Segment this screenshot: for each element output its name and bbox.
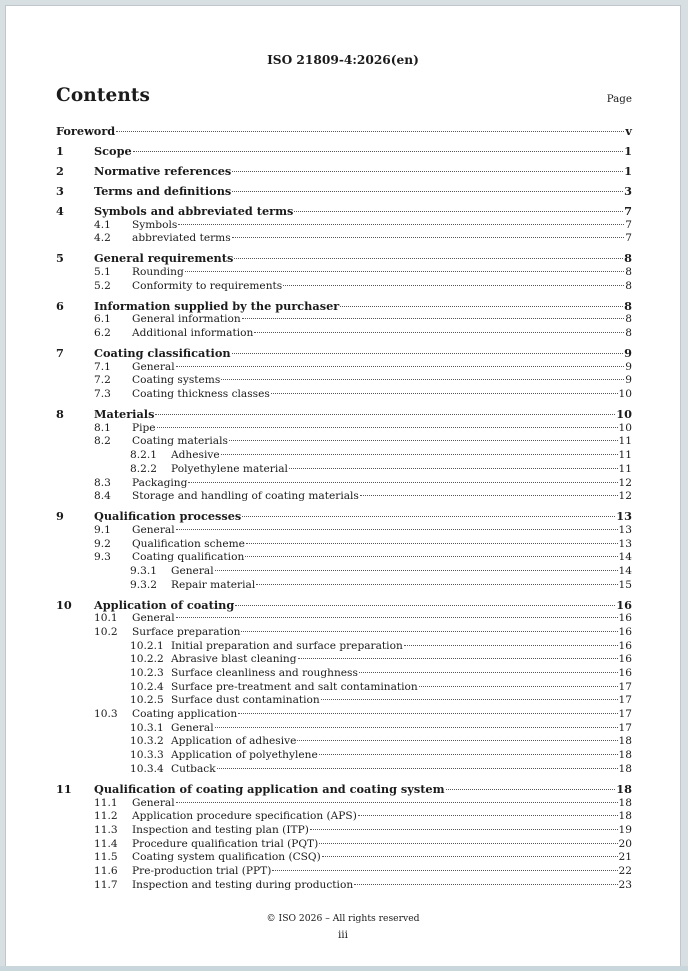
toc-entry-page: 22 — [618, 864, 632, 877]
toc-entry-title: Coating qualification — [132, 551, 245, 564]
toc-entry-title: Application of adhesive — [171, 735, 297, 748]
toc-leader-dots — [404, 644, 618, 646]
toc-entry-page: 11 — [618, 435, 632, 448]
toc-entry-page: 8 — [625, 327, 632, 340]
toc-entry-page: 17 — [618, 708, 632, 721]
toc-entry-page: 23 — [618, 878, 632, 891]
toc-entry-number: 6.1 — [94, 313, 111, 326]
toc-entry-number: Foreword — [56, 124, 116, 138]
toc-entry-number: 9.3.1 — [130, 564, 157, 577]
toc-entry-number: 11.3 — [94, 823, 118, 836]
toc-entry-page: 17 — [618, 680, 632, 693]
toc-entry-page: 18 — [618, 796, 632, 809]
toc-entry-page: 21 — [618, 851, 632, 864]
toc-entry-page: 12 — [618, 490, 632, 503]
toc-entry-number: 9.3.2 — [130, 578, 157, 591]
toc-entry[interactable] — [56, 640, 632, 654]
toc-entry-title: Pipe — [132, 421, 156, 434]
toc-entry[interactable] — [56, 667, 632, 681]
toc-entry[interactable] — [56, 252, 632, 266]
toc-leader-dots — [272, 869, 617, 871]
toc-entry-page: 10 — [618, 388, 632, 401]
toc-leader-dots — [322, 855, 618, 857]
toc-leader-dots — [245, 555, 617, 557]
toc-entry-number: 4.2 — [94, 232, 111, 245]
toc-entry[interactable] — [56, 463, 632, 477]
toc-entry[interactable] — [56, 612, 632, 626]
toc-entry[interactable] — [56, 232, 632, 246]
toc-entry-page: 15 — [618, 578, 632, 591]
toc-leader-dots — [242, 515, 615, 517]
toc-entry-title: Symbols and abbreviated terms — [94, 203, 294, 218]
toc-entry-page: 16 — [616, 597, 632, 612]
toc-entry-page: 13 — [618, 537, 632, 550]
toc-leader-dots — [116, 130, 624, 132]
toc-entry-title: Rounding — [132, 265, 184, 278]
toc-entry[interactable] — [56, 551, 632, 565]
toc-entry-number: 9 — [56, 509, 64, 524]
toc-entry[interactable] — [56, 266, 632, 280]
toc-leader-dots — [188, 481, 617, 483]
toc-entry-title: Surface preparation — [132, 625, 241, 638]
toc-entry-number: 11.7 — [94, 878, 118, 891]
toc-entry-title: Qualification processes — [94, 509, 242, 524]
toc-entry[interactable] — [56, 280, 632, 294]
toc-entry-page: 16 — [618, 639, 632, 652]
toc-entry-page: 7 — [624, 203, 632, 218]
toc-entry-number: 9.3 — [94, 551, 111, 564]
toc-entry[interactable] — [56, 490, 632, 504]
toc-entry-number: 11.4 — [94, 837, 118, 850]
toc-entry-number: 8.1 — [94, 421, 111, 434]
toc-entry-title: General — [132, 796, 175, 809]
toc-entry-page: 18 — [618, 749, 632, 762]
toc-entry-number: 10.3.1 — [130, 721, 164, 734]
toc-entry-number: 8 — [56, 407, 64, 422]
toc-entry-number: 7 — [56, 346, 64, 361]
toc-leader-dots — [321, 698, 618, 700]
toc-entry[interactable] — [56, 865, 632, 879]
toc-entry-number: 10.3.3 — [130, 749, 164, 762]
toc-entry-number: 4.1 — [94, 218, 111, 231]
toc-entry-page: 9 — [625, 360, 632, 373]
toc-entry-number: 10 — [56, 597, 72, 612]
toc-entry-page: 18 — [618, 735, 632, 748]
toc-leader-dots — [319, 753, 618, 755]
toc-entry-page: 18 — [616, 781, 632, 796]
toc-entry[interactable] — [56, 327, 632, 341]
toc-entry-page: 1 — [624, 163, 632, 178]
toc-entry-page: 8 — [625, 265, 632, 278]
toc-entry[interactable] — [56, 681, 632, 695]
toc-entry-page: 9 — [625, 374, 632, 387]
toc-entry-page: 20 — [618, 837, 632, 850]
toc-entry-title: Cutback — [171, 762, 216, 775]
toc-entry[interactable] — [56, 626, 632, 640]
toc-entry-number: 7.3 — [94, 388, 111, 401]
toc-entry-number: 5.2 — [94, 279, 111, 292]
toc-leader-dots — [254, 331, 624, 333]
toc-entry-number: 10.3.4 — [130, 762, 164, 775]
toc-leader-dots — [297, 739, 617, 741]
toc-entry-number: 10.1 — [94, 612, 118, 625]
toc-entry-title: General requirements — [94, 251, 234, 266]
toc-entry-title: Normative references — [94, 163, 232, 178]
toc-entry-title: Coating classification — [94, 346, 231, 361]
toc-entry-number: 5 — [56, 251, 64, 266]
toc-leader-dots — [232, 170, 623, 172]
toc-entry-page: 18 — [618, 762, 632, 775]
toc-entry[interactable] — [56, 524, 632, 538]
toc-entry-number: 7.2 — [94, 374, 111, 387]
toc-entry-number: 10.2.4 — [130, 680, 164, 693]
toc-entry-title: Coating systems — [132, 374, 221, 387]
toc-entry-page: 8 — [625, 313, 632, 326]
toc-entry[interactable] — [56, 388, 632, 402]
toc-entry-title: Surface cleanliness and roughness — [171, 667, 358, 680]
toc-entry-number: 7.1 — [94, 360, 111, 373]
toc-leader-dots — [294, 210, 623, 212]
toc-entry-page: 17 — [618, 721, 632, 734]
toc-entry-number: 6.2 — [94, 327, 111, 340]
toc-leader-dots — [155, 413, 615, 415]
toc-entry-title: General — [132, 360, 175, 373]
toc-entry[interactable] — [56, 694, 632, 708]
toc-leader-dots — [238, 712, 617, 714]
toc-entry[interactable] — [56, 313, 632, 327]
toc-entry-number: 10.2.5 — [130, 694, 164, 707]
toc-entry-page: 1 — [624, 143, 632, 158]
toc-entry[interactable] — [56, 838, 632, 852]
toc-leader-dots — [241, 630, 617, 632]
toc-entry[interactable] — [56, 145, 632, 159]
toc-leader-dots — [340, 305, 623, 307]
toc-entry[interactable] — [56, 435, 632, 449]
viewer-bottom-strip — [0, 966, 688, 971]
toc-entry[interactable] — [56, 125, 632, 139]
toc-leader-dots — [289, 467, 618, 469]
toc-leader-dots — [271, 392, 618, 394]
toc-entry[interactable] — [56, 851, 632, 865]
toc-entry[interactable] — [56, 449, 632, 463]
toc-leader-dots — [185, 270, 624, 272]
toc-entry-title: Scope — [94, 143, 132, 158]
toc-entry-page: 18 — [618, 810, 632, 823]
toc-entry-page: 11 — [618, 449, 632, 462]
toc-entry-title: Qualification of coating application and coating system — [94, 781, 445, 796]
toc-entry-number: 6 — [56, 298, 64, 313]
toc-entry-title: Symbols — [132, 218, 178, 231]
toc-leader-dots — [242, 317, 625, 319]
toc-leader-dots — [419, 685, 618, 687]
toc-entry-title: Inspection and testing during production — [132, 878, 354, 891]
toc-entry-title: General — [171, 721, 214, 734]
toc-entry-number: 10.2.1 — [130, 639, 164, 652]
toc-entry[interactable] — [56, 565, 632, 579]
toc-entry[interactable] — [56, 374, 632, 388]
toc-entry-title: Coating materials — [132, 435, 228, 448]
toc-leader-dots — [298, 657, 618, 659]
toc-leader-dots — [157, 426, 618, 428]
toc-entry-page: 16 — [618, 667, 632, 680]
toc-leader-dots — [232, 190, 623, 192]
toc-entry-number: 9.2 — [94, 537, 111, 550]
toc-entry-number: 11 — [56, 781, 72, 796]
toc-entry-title: Coating thickness classes — [132, 388, 270, 401]
toc-leader-dots — [215, 726, 618, 728]
toc-entry-title: Procedure qualification trial (PQT) — [132, 837, 319, 850]
toc-leader-dots — [283, 284, 624, 286]
toc-entry-number: 8.2 — [94, 435, 111, 448]
toc-entry-title: Information supplied by the purchaser — [94, 298, 340, 313]
toc-entry-page: 16 — [618, 625, 632, 638]
toc-leader-dots — [217, 767, 618, 769]
toc-leader-dots — [310, 828, 618, 830]
toc-entry-page: 10 — [618, 421, 632, 434]
toc-entry-title: Surface pre-treatment and salt contamination — [171, 680, 418, 693]
toc-entry-number: 10.2.3 — [130, 667, 164, 680]
toc-entry-title: General — [171, 564, 214, 577]
toc-entry-page: 16 — [618, 653, 632, 666]
toc-entry-title: Application of polyethylene — [171, 749, 318, 762]
toc-leader-dots — [215, 569, 618, 571]
toc-leader-dots — [176, 801, 618, 803]
toc-entry-title: Additional information — [132, 327, 254, 340]
toc-entry-title: Storage and handling of coating materials — [132, 490, 359, 503]
toc-entry[interactable] — [56, 477, 632, 491]
toc-entry[interactable] — [56, 599, 632, 613]
toc-leader-dots — [359, 671, 618, 673]
toc-entry[interactable] — [56, 763, 632, 777]
toc-entry-title: Repair material — [171, 578, 256, 591]
toc-entry-page: 14 — [618, 564, 632, 577]
toc-entry-number: 5.1 — [94, 265, 111, 278]
toc-entry[interactable] — [56, 653, 632, 667]
toc-entry[interactable] — [56, 205, 632, 219]
toc-entry-title: Packaging — [132, 476, 188, 489]
toc-entry-title: Coating application — [132, 708, 238, 721]
toc-entry-page: 9 — [624, 346, 632, 361]
toc-entry-number: 1 — [56, 143, 64, 158]
toc-entry-number: 11.6 — [94, 864, 118, 877]
toc-entry-title: Terms and definitions — [94, 183, 232, 198]
toc-leader-dots — [234, 257, 623, 259]
toc-entry-title: General — [132, 523, 175, 536]
document-id: ISO 21809-4:2026(en) — [267, 53, 419, 67]
toc-entry[interactable] — [56, 538, 632, 552]
toc-entry-page: 11 — [618, 462, 632, 475]
toc-entry-title: Inspection and testing plan (ITP) — [132, 823, 309, 836]
toc-entry-title: abbreviated terms — [132, 232, 231, 245]
toc-leader-dots — [235, 604, 615, 606]
toc-leader-dots — [176, 365, 625, 367]
toc-entry[interactable] — [56, 810, 632, 824]
toc-entry-title: Polyethylene material — [171, 462, 288, 475]
toc-leader-dots — [133, 150, 623, 152]
toc-entry-page: 8 — [624, 251, 632, 266]
toc-entry-page: 13 — [618, 523, 632, 536]
toc-entry[interactable] — [56, 300, 632, 314]
toc-entry-number: 3 — [56, 183, 64, 198]
toc-entry-title: Qualification scheme — [132, 537, 245, 550]
document-page — [6, 6, 680, 966]
toc-entry-title: Abrasive blast cleaning — [171, 653, 297, 666]
toc-entry-number: 8.3 — [94, 476, 111, 489]
toc-entry[interactable] — [56, 347, 632, 361]
toc-entry-number: 4 — [56, 203, 64, 218]
toc-entry-title: Pre-production trial (PPT) — [132, 864, 272, 877]
toc-entry-title: Surface dust contamination — [171, 694, 320, 707]
toc-entry-title: Conformity to requirements — [132, 279, 283, 292]
toc-entry-number: 10.3 — [94, 708, 118, 721]
toc-entry[interactable] — [56, 510, 632, 524]
toc-entry[interactable] — [56, 408, 632, 422]
toc-entry[interactable] — [56, 824, 632, 838]
toc-leader-dots — [246, 542, 618, 544]
toc-entry[interactable] — [56, 219, 632, 233]
toc-entry-page: 7 — [625, 218, 632, 231]
toc-entry-page: 3 — [624, 183, 632, 198]
toc-entry-title: General information — [132, 313, 241, 326]
toc-entry-page: 19 — [618, 823, 632, 836]
toc-entry-number: 9.1 — [94, 523, 111, 536]
toc-leader-dots — [221, 378, 624, 380]
toc-entry[interactable] — [56, 879, 632, 893]
copyright-notice: © ISO 2026 – All rights reserved — [266, 913, 420, 924]
toc-entry-number: 8.2.2 — [130, 462, 157, 475]
toc-entry-page: 8 — [624, 298, 632, 313]
toc-entry-page: 12 — [618, 476, 632, 489]
toc-leader-dots — [358, 814, 618, 816]
page-column-label: Page — [606, 93, 632, 105]
toc-entry[interactable] — [56, 783, 632, 797]
toc-entry-page: 16 — [618, 612, 632, 625]
toc-entry-title: General — [132, 612, 175, 625]
toc-entry-title: Initial preparation and surface preparation — [171, 639, 403, 652]
contents-title: Contents — [56, 85, 151, 106]
toc-entry-number: 10.3.2 — [130, 735, 164, 748]
toc-entry-page: 14 — [618, 551, 632, 564]
toc-entry-page: v — [625, 124, 632, 138]
toc-entry[interactable] — [56, 579, 632, 593]
toc-entry-number: 10.2.2 — [130, 653, 164, 666]
toc-leader-dots — [232, 352, 624, 354]
toc-leader-dots — [319, 842, 617, 844]
toc-leader-dots — [221, 453, 618, 455]
toc-leader-dots — [256, 583, 617, 585]
toc-entry-number: 10.2 — [94, 625, 118, 638]
toc-entry-page: 13 — [616, 509, 632, 524]
toc-entry-page: 17 — [618, 694, 632, 707]
toc-entry-number: 11.1 — [94, 796, 118, 809]
toc-entry-title: Adhesive — [171, 449, 220, 462]
toc-leader-dots — [360, 494, 618, 496]
toc-entry[interactable] — [56, 422, 632, 436]
toc-entry-number: 8.4 — [94, 490, 111, 503]
toc-entry-number: 2 — [56, 163, 64, 178]
toc-entry-title: Application procedure specification (APS) — [132, 810, 357, 823]
toc-entry[interactable] — [56, 722, 632, 736]
toc-leader-dots — [178, 223, 624, 225]
page-number: iii — [337, 929, 349, 941]
toc-entry-title: Application of coating — [94, 597, 235, 612]
toc-entry[interactable] — [56, 735, 632, 749]
toc-entry[interactable] — [56, 185, 632, 199]
toc-entry[interactable] — [56, 749, 632, 763]
toc-entry-number: 11.2 — [94, 810, 118, 823]
toc-entry-page: 7 — [625, 232, 632, 245]
toc-entry-number: 11.5 — [94, 851, 118, 864]
toc-entry-title: Materials — [94, 407, 155, 422]
toc-entry-title: Coating system qualification (CSQ) — [132, 851, 321, 864]
toc-leader-dots — [176, 616, 618, 618]
toc-leader-dots — [354, 883, 617, 885]
toc-entry[interactable] — [56, 708, 632, 722]
toc-entry-number: 8.2.1 — [130, 449, 157, 462]
toc-entry[interactable] — [56, 797, 632, 811]
toc-entry[interactable] — [56, 165, 632, 179]
toc-leader-dots — [232, 236, 625, 238]
toc-leader-dots — [446, 788, 616, 790]
toc-entry-page: 10 — [616, 407, 632, 422]
toc-leader-dots — [229, 439, 618, 441]
toc-leader-dots — [176, 528, 618, 530]
toc-entry[interactable] — [56, 361, 632, 375]
table-of-contents — [56, 125, 632, 892]
toc-entry-page: 8 — [625, 279, 632, 292]
